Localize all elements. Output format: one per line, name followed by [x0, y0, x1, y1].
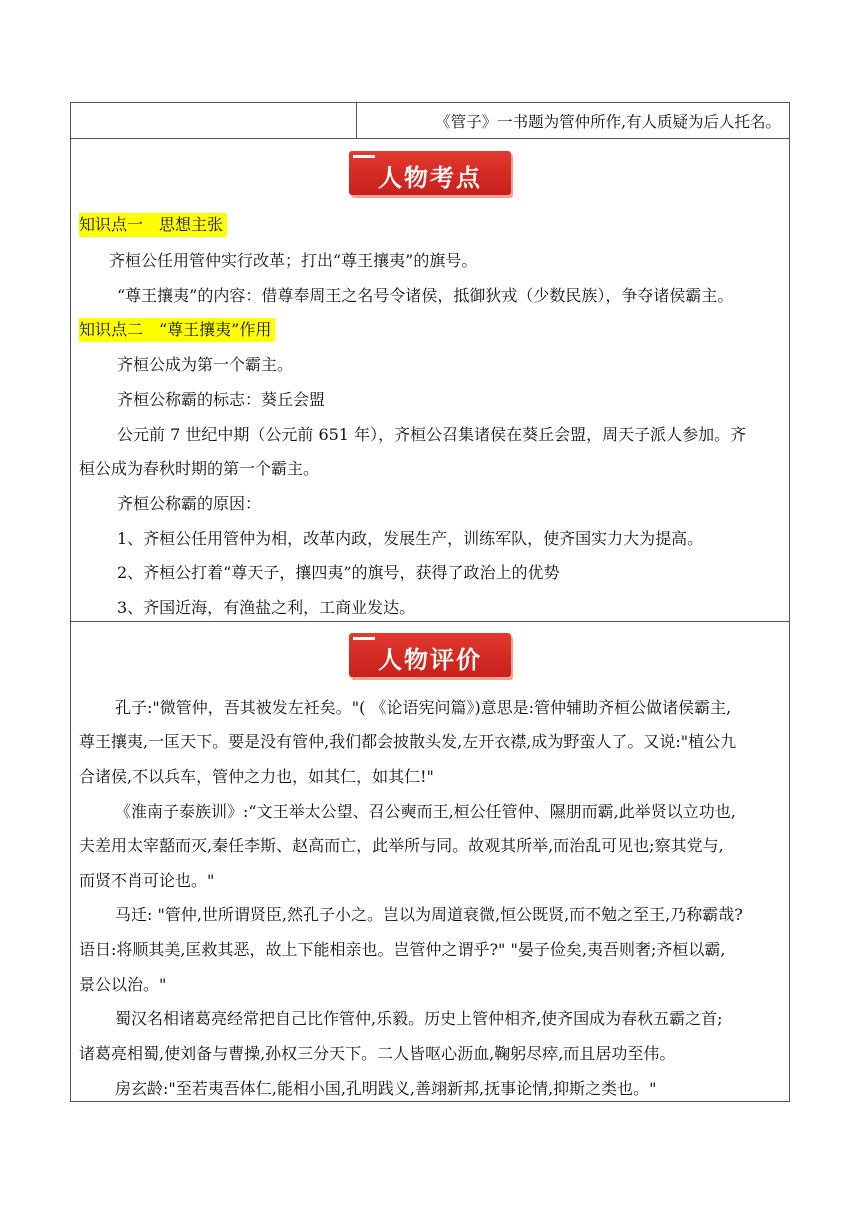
paragraph: 齐桓公任用管仲实行改革；打出“尊王攘夷”的旗号。	[109, 251, 478, 270]
quote-paragraph: 房玄龄:"至若夷吾体仁,能相小国,孔明践义,善翊新邦,抚事论情,抑斯之类也。"	[115, 1079, 657, 1098]
section-divider	[71, 621, 789, 622]
list-item: 3、齐国近海，有渔盐之利，工商业发达。	[117, 598, 416, 617]
quote-paragraph: 蜀汉名相诸葛亮经常把自己比作管仲,乐毅。历史上管仲相齐,使齐国成为春秋五霸之首;	[115, 1009, 723, 1028]
paragraph: 公元前 7 世纪中期（公元前 651 年），齐桓公召集诸侯在葵丘会盟，周天子派人参加。齐	[117, 425, 747, 444]
quote-paragraph: 而贤不肖可论也。"	[79, 871, 215, 890]
quote-paragraph: 《淮南子泰族训》:“文王举太公望、召公奭而王,桓公任管仲、隰朋而霸,此举贤以立功也,	[115, 802, 736, 821]
paragraph: 齐桓公成为第一个霸主。	[117, 355, 294, 374]
top-row-text: 《管子》一书题为管仲所作,有人质疑为后人托名。	[435, 113, 781, 131]
quote-paragraph: 景公以治。"	[79, 975, 167, 994]
paragraph: 齐桓公称霸的标志：葵丘会盟	[117, 390, 326, 409]
quote-paragraph: 语日:将顺其美,匡救其恶，故上下能相亲也。岂管仲之谓乎?" "晏子俭矣,夷吾则奢;齐桓以霸,	[79, 940, 726, 959]
quote-paragraph: 合诸侯,不以兵车，管仲之力也，如其仁，如其仁!"	[79, 767, 434, 786]
list-item: 1、齐桓公任用管仲为相，改革内政，发展生产，训练军队，使齐国实力大为提高。	[117, 529, 704, 548]
paragraph: “尊王攘夷”的内容：借尊奉周王之名号令诸侯，抵御狄戎（少数民族），争夺诸侯霸主。	[117, 286, 734, 305]
content-table	[70, 102, 790, 1102]
banner-character-exam-points	[349, 151, 511, 195]
paragraph: 桓公成为春秋时期的第一个霸主。	[79, 459, 320, 478]
top-row	[71, 103, 789, 139]
heading-knowledge-point-1: 知识点一 思想主张	[79, 213, 227, 237]
quote-paragraph: 马迁: "管仲,世所谓贤臣,然孔子小之。岂以为周道衰微,恒公既贤,而不勉之至王,乃称霸哉?	[115, 905, 743, 924]
quote-paragraph: 尊王攘夷,一匡天下。要是没有管仲,我们都会披散头发,左开衣襟,成为野蛮人了。又说:"植公九	[79, 732, 737, 751]
banner-title: 人物评价	[378, 646, 482, 674]
quote-paragraph: 夫差用太宰嚭而灭,秦任李斯、赵高而亡，此举所与同。故观其所举,而治乱可见也;察其党与,	[79, 836, 724, 855]
quote-paragraph: 诸葛亮相蜀,使刘备与曹操,孙权三分天下。二人皆呕心沥血,鞠躬尽瘁,而且居功至伟。	[79, 1044, 676, 1063]
banner-title: 人物考点	[378, 164, 482, 192]
quote-paragraph: 孔子:"微管仲，吾其被发左衽矣。"( 《论语宪问篇》)意思是:管仲辅助齐桓公做诸侯霸主,	[115, 698, 732, 717]
heading-knowledge-point-2: 知识点二 “尊王攘夷”作用	[79, 318, 275, 342]
list-item: 2、齐桓公打着“尊天子，攘四夷”的旗号，获得了政治上的优势	[117, 563, 560, 582]
banner-character-evaluation	[349, 633, 511, 677]
cell-divider	[356, 103, 357, 138]
paragraph: 齐桓公称霸的原因：	[117, 494, 262, 513]
